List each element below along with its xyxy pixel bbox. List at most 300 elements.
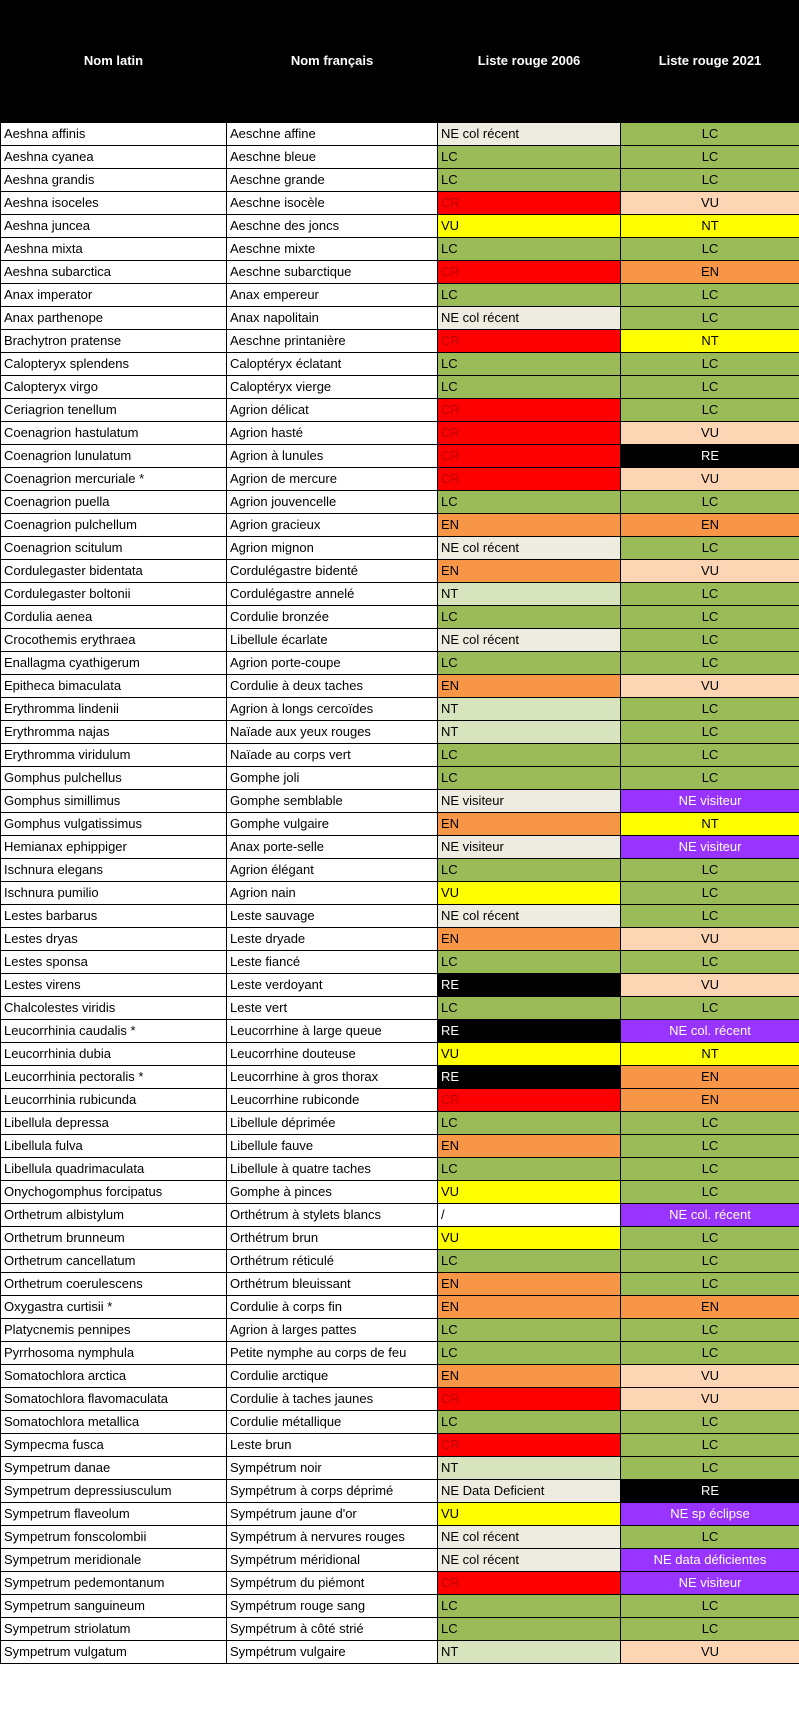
cell-liste-rouge-2006: NE visiteur xyxy=(438,790,621,813)
cell-nom-latin: Coenagrion puella xyxy=(1,491,227,514)
cell-liste-rouge-2021: RE xyxy=(621,1480,799,1503)
cell-nom-latin: Sympetrum striolatum xyxy=(1,1618,227,1641)
cell-liste-rouge-2006: VU xyxy=(438,1043,621,1066)
cell-nom-latin: Coenagrion lunulatum xyxy=(1,445,227,468)
cell-nom-latin: Gomphus pulchellus xyxy=(1,767,227,790)
cell-liste-rouge-2006: LC xyxy=(438,491,621,514)
cell-nom-latin: Leucorrhinia pectoralis * xyxy=(1,1066,227,1089)
table-row xyxy=(1,652,799,675)
table-row xyxy=(1,1250,799,1273)
cell-nom-latin: Somatochlora arctica xyxy=(1,1365,227,1388)
cell-nom-latin: Onychogomphus forcipatus xyxy=(1,1181,227,1204)
cell-nom-francais: Agrion élégant xyxy=(227,859,438,882)
cell-liste-rouge-2021: VU xyxy=(621,1641,799,1664)
cell-nom-francais: Agrion de mercure xyxy=(227,468,438,491)
table-header xyxy=(1,1,799,123)
cell-liste-rouge-2006: CR xyxy=(438,445,621,468)
cell-liste-rouge-2021: LC xyxy=(621,284,799,307)
cell-nom-francais: Sympétrum à côté strié xyxy=(227,1618,438,1641)
cell-nom-francais: Aeschne affine xyxy=(227,123,438,146)
cell-liste-rouge-2021: NE visiteur xyxy=(621,836,799,859)
table-row xyxy=(1,836,799,859)
cell-liste-rouge-2006: LC xyxy=(438,1342,621,1365)
table-row xyxy=(1,1480,799,1503)
cell-liste-rouge-2021: LC xyxy=(621,905,799,928)
cell-nom-francais: Sympétrum à nervures rouges xyxy=(227,1526,438,1549)
table-row xyxy=(1,1112,799,1135)
cell-nom-latin: Aeshna cyanea xyxy=(1,146,227,169)
cell-liste-rouge-2006: NT xyxy=(438,583,621,606)
cell-nom-francais: Leucorrhine douteuse xyxy=(227,1043,438,1066)
cell-liste-rouge-2021: LC xyxy=(621,1181,799,1204)
table-row xyxy=(1,307,799,330)
cell-nom-latin: Lestes barbarus xyxy=(1,905,227,928)
table-row xyxy=(1,813,799,836)
table-row xyxy=(1,1135,799,1158)
cell-liste-rouge-2021: LC xyxy=(621,744,799,767)
table-row xyxy=(1,514,799,537)
cell-nom-francais: Agrion nain xyxy=(227,882,438,905)
cell-liste-rouge-2006: NT xyxy=(438,1641,621,1664)
cell-nom-francais: Cordulie à deux taches xyxy=(227,675,438,698)
cell-liste-rouge-2006: NT xyxy=(438,1457,621,1480)
table-row xyxy=(1,215,799,238)
cell-nom-francais: Sympétrum rouge sang xyxy=(227,1595,438,1618)
cell-liste-rouge-2021: NE data déficientes xyxy=(621,1549,799,1572)
cell-liste-rouge-2021: LC xyxy=(621,859,799,882)
table-row xyxy=(1,261,799,284)
table-row xyxy=(1,928,799,951)
cell-liste-rouge-2021: VU xyxy=(621,928,799,951)
cell-nom-francais: Aeschne isocèle xyxy=(227,192,438,215)
table-row xyxy=(1,882,799,905)
table-row xyxy=(1,376,799,399)
cell-liste-rouge-2021: LC xyxy=(621,1273,799,1296)
table-row xyxy=(1,1641,799,1664)
cell-nom-latin: Erythromma lindenii xyxy=(1,698,227,721)
table-row xyxy=(1,606,799,629)
cell-liste-rouge-2021: VU xyxy=(621,192,799,215)
cell-liste-rouge-2021: LC xyxy=(621,767,799,790)
cell-nom-francais: Cordulie arctique xyxy=(227,1365,438,1388)
cell-liste-rouge-2006: NE col récent xyxy=(438,1549,621,1572)
cell-nom-francais: Cordulie à corps fin xyxy=(227,1296,438,1319)
cell-nom-francais: Anax empereur xyxy=(227,284,438,307)
cell-liste-rouge-2006: NE col récent xyxy=(438,629,621,652)
cell-nom-latin: Erythromma viridulum xyxy=(1,744,227,767)
cell-liste-rouge-2006: LC xyxy=(438,169,621,192)
cell-nom-latin: Gomphus vulgatissimus xyxy=(1,813,227,836)
cell-liste-rouge-2021: LC xyxy=(621,997,799,1020)
cell-liste-rouge-2021: NE visiteur xyxy=(621,1572,799,1595)
cell-liste-rouge-2006: CR xyxy=(438,399,621,422)
cell-liste-rouge-2021: EN xyxy=(621,261,799,284)
cell-liste-rouge-2006: LC xyxy=(438,376,621,399)
cell-liste-rouge-2021: LC xyxy=(621,491,799,514)
cell-nom-latin: Oxygastra curtisii * xyxy=(1,1296,227,1319)
cell-nom-francais: Sympétrum jaune d'or xyxy=(227,1503,438,1526)
cell-liste-rouge-2021: LC xyxy=(621,1526,799,1549)
cell-nom-latin: Orthetrum coerulescens xyxy=(1,1273,227,1296)
table-row xyxy=(1,1296,799,1319)
cell-nom-latin: Aeshna affinis xyxy=(1,123,227,146)
cell-liste-rouge-2021: LC xyxy=(621,537,799,560)
table-row xyxy=(1,997,799,1020)
cell-liste-rouge-2021: VU xyxy=(621,560,799,583)
cell-liste-rouge-2021: LC xyxy=(621,238,799,261)
header-liste-rouge-2021: Liste rouge 2021 xyxy=(621,1,799,123)
cell-liste-rouge-2021: LC xyxy=(621,399,799,422)
table-row xyxy=(1,1158,799,1181)
cell-liste-rouge-2021: LC xyxy=(621,1158,799,1181)
table-row xyxy=(1,1204,799,1227)
cell-nom-francais: Anax napolitain xyxy=(227,307,438,330)
cell-nom-latin: Libellula quadrimaculata xyxy=(1,1158,227,1181)
cell-liste-rouge-2021: LC xyxy=(621,1434,799,1457)
cell-liste-rouge-2021: LC xyxy=(621,698,799,721)
cell-liste-rouge-2006: EN xyxy=(438,928,621,951)
cell-nom-francais: Aeschne bleue xyxy=(227,146,438,169)
cell-liste-rouge-2021: LC xyxy=(621,146,799,169)
cell-nom-latin: Libellula fulva xyxy=(1,1135,227,1158)
cell-liste-rouge-2006: EN xyxy=(438,1296,621,1319)
table-row xyxy=(1,537,799,560)
cell-liste-rouge-2006: CR xyxy=(438,1388,621,1411)
cell-nom-francais: Agrion à lunules xyxy=(227,445,438,468)
cell-liste-rouge-2006: NE col récent xyxy=(438,905,621,928)
cell-liste-rouge-2006: CR xyxy=(438,1572,621,1595)
table-row xyxy=(1,238,799,261)
cell-liste-rouge-2021: VU xyxy=(621,1388,799,1411)
cell-nom-francais: Gomphe vulgaire xyxy=(227,813,438,836)
header-nom-latin: Nom latin xyxy=(1,1,227,123)
cell-liste-rouge-2021: VU xyxy=(621,468,799,491)
cell-nom-francais: Naïade au corps vert xyxy=(227,744,438,767)
cell-nom-latin: Sympetrum meridionale xyxy=(1,1549,227,1572)
cell-nom-francais: Agrion jouvencelle xyxy=(227,491,438,514)
cell-nom-latin: Coenagrion mercuriale * xyxy=(1,468,227,491)
cell-liste-rouge-2021: NE col. récent xyxy=(621,1020,799,1043)
cell-nom-latin: Anax parthenope xyxy=(1,307,227,330)
table-row xyxy=(1,1066,799,1089)
cell-liste-rouge-2021: LC xyxy=(621,1595,799,1618)
cell-liste-rouge-2021: VU xyxy=(621,675,799,698)
cell-nom-latin: Coenagrion pulchellum xyxy=(1,514,227,537)
cell-liste-rouge-2006: EN xyxy=(438,560,621,583)
cell-liste-rouge-2006: RE xyxy=(438,1020,621,1043)
cell-nom-francais: Agrion délicat xyxy=(227,399,438,422)
cell-liste-rouge-2021: LC xyxy=(621,1112,799,1135)
cell-liste-rouge-2006: EN xyxy=(438,1365,621,1388)
cell-liste-rouge-2021: NT xyxy=(621,1043,799,1066)
cell-nom-francais: Gomphe joli xyxy=(227,767,438,790)
cell-nom-latin: Aeshna isoceles xyxy=(1,192,227,215)
table-row xyxy=(1,951,799,974)
cell-nom-latin: Anax imperator xyxy=(1,284,227,307)
table-body xyxy=(1,123,799,1664)
cell-liste-rouge-2006: LC xyxy=(438,284,621,307)
cell-nom-latin: Cordulegaster bidentata xyxy=(1,560,227,583)
cell-liste-rouge-2021: NE visiteur xyxy=(621,790,799,813)
cell-liste-rouge-2021: LC xyxy=(621,376,799,399)
cell-nom-francais: Cordulie bronzée xyxy=(227,606,438,629)
cell-liste-rouge-2006: LC xyxy=(438,1411,621,1434)
cell-nom-latin: Sympetrum pedemontanum xyxy=(1,1572,227,1595)
cell-nom-latin: Sympetrum vulgatum xyxy=(1,1641,227,1664)
cell-liste-rouge-2021: LC xyxy=(621,353,799,376)
cell-nom-francais: Leste fiancé xyxy=(227,951,438,974)
cell-liste-rouge-2006: RE xyxy=(438,974,621,997)
cell-nom-latin: Enallagma cyathigerum xyxy=(1,652,227,675)
header-nom-francais: Nom français xyxy=(227,1,438,123)
cell-liste-rouge-2021: EN xyxy=(621,1296,799,1319)
cell-liste-rouge-2021: EN xyxy=(621,1066,799,1089)
table-row xyxy=(1,675,799,698)
cell-liste-rouge-2006: LC xyxy=(438,859,621,882)
cell-liste-rouge-2006: NE visiteur xyxy=(438,836,621,859)
cell-liste-rouge-2006: LC xyxy=(438,652,621,675)
cell-liste-rouge-2021: LC xyxy=(621,882,799,905)
cell-liste-rouge-2006: LC xyxy=(438,1112,621,1135)
cell-nom-francais: Gomphe à pinces xyxy=(227,1181,438,1204)
cell-nom-francais: Naïade aux yeux rouges xyxy=(227,721,438,744)
cell-liste-rouge-2006: CR xyxy=(438,422,621,445)
cell-liste-rouge-2006: LC xyxy=(438,1158,621,1181)
table-row xyxy=(1,767,799,790)
cell-nom-francais: Leste verdoyant xyxy=(227,974,438,997)
table-row xyxy=(1,1020,799,1043)
cell-nom-francais: Orthétrum réticulé xyxy=(227,1250,438,1273)
table-row xyxy=(1,974,799,997)
cell-liste-rouge-2021: LC xyxy=(621,721,799,744)
cell-nom-latin: Sympetrum flaveolum xyxy=(1,1503,227,1526)
header-row xyxy=(1,1,799,123)
cell-liste-rouge-2021: EN xyxy=(621,1089,799,1112)
cell-nom-francais: Sympétrum à corps déprimé xyxy=(227,1480,438,1503)
cell-nom-latin: Leucorrhinia rubicunda xyxy=(1,1089,227,1112)
cell-nom-francais: Leucorrhine rubiconde xyxy=(227,1089,438,1112)
table-row xyxy=(1,629,799,652)
table-row xyxy=(1,1434,799,1457)
cell-liste-rouge-2021: LC xyxy=(621,1411,799,1434)
cell-liste-rouge-2021: NE sp éclipse xyxy=(621,1503,799,1526)
table-row xyxy=(1,1181,799,1204)
cell-nom-latin: Aeshna grandis xyxy=(1,169,227,192)
table-row xyxy=(1,169,799,192)
cell-nom-francais: Leste vert xyxy=(227,997,438,1020)
cell-nom-francais: Leucorrhine à large queue xyxy=(227,1020,438,1043)
cell-nom-francais: Libellule fauve xyxy=(227,1135,438,1158)
table-row xyxy=(1,146,799,169)
cell-nom-latin: Hemianax ephippiger xyxy=(1,836,227,859)
cell-liste-rouge-2021: VU xyxy=(621,1365,799,1388)
cell-nom-francais: Aeschne mixte xyxy=(227,238,438,261)
cell-nom-francais: Leste sauvage xyxy=(227,905,438,928)
table-row xyxy=(1,1549,799,1572)
cell-liste-rouge-2006: LC xyxy=(438,146,621,169)
cell-liste-rouge-2006: VU xyxy=(438,1503,621,1526)
cell-nom-latin: Somatochlora flavomaculata xyxy=(1,1388,227,1411)
cell-liste-rouge-2006: NE Data Deficient xyxy=(438,1480,621,1503)
cell-liste-rouge-2006: CR xyxy=(438,1434,621,1457)
cell-liste-rouge-2006: VU xyxy=(438,215,621,238)
cell-nom-francais: Libellule à quatre taches xyxy=(227,1158,438,1181)
cell-nom-francais: Agrion gracieux xyxy=(227,514,438,537)
cell-liste-rouge-2006: / xyxy=(438,1204,621,1227)
cell-nom-francais: Anax porte-selle xyxy=(227,836,438,859)
cell-nom-latin: Lestes dryas xyxy=(1,928,227,951)
cell-nom-francais: Agrion à longs cercoïdes xyxy=(227,698,438,721)
cell-liste-rouge-2021: LC xyxy=(621,169,799,192)
cell-nom-latin: Orthetrum brunneum xyxy=(1,1227,227,1250)
cell-liste-rouge-2006: VU xyxy=(438,1181,621,1204)
cell-nom-latin: Platycnemis pennipes xyxy=(1,1319,227,1342)
table-row xyxy=(1,744,799,767)
cell-liste-rouge-2006: NE col récent xyxy=(438,537,621,560)
table-row xyxy=(1,790,799,813)
table-row xyxy=(1,859,799,882)
cell-nom-francais: Aeschne subarctique xyxy=(227,261,438,284)
cell-nom-latin: Crocothemis erythraea xyxy=(1,629,227,652)
table-row xyxy=(1,445,799,468)
cell-liste-rouge-2021: NT xyxy=(621,813,799,836)
cell-nom-francais: Sympétrum du piémont xyxy=(227,1572,438,1595)
cell-liste-rouge-2021: LC xyxy=(621,1319,799,1342)
cell-nom-latin: Epitheca bimaculata xyxy=(1,675,227,698)
cell-liste-rouge-2006: NE col récent xyxy=(438,123,621,146)
cell-liste-rouge-2006: LC xyxy=(438,1618,621,1641)
cell-liste-rouge-2021: NT xyxy=(621,330,799,353)
table-row xyxy=(1,1043,799,1066)
cell-nom-francais: Sympétrum méridional xyxy=(227,1549,438,1572)
cell-nom-francais: Leste brun xyxy=(227,1434,438,1457)
cell-liste-rouge-2021: EN xyxy=(621,514,799,537)
table-row xyxy=(1,1089,799,1112)
table-row xyxy=(1,905,799,928)
cell-liste-rouge-2006: LC xyxy=(438,1250,621,1273)
cell-nom-latin: Brachytron pratense xyxy=(1,330,227,353)
cell-nom-francais: Cordulégastre annelé xyxy=(227,583,438,606)
cell-liste-rouge-2006: NE col récent xyxy=(438,1526,621,1549)
cell-nom-francais: Cordulie métallique xyxy=(227,1411,438,1434)
cell-liste-rouge-2006: CR xyxy=(438,1089,621,1112)
cell-liste-rouge-2006: EN xyxy=(438,514,621,537)
cell-liste-rouge-2006: VU xyxy=(438,882,621,905)
table-row xyxy=(1,1526,799,1549)
cell-nom-latin: Libellula depressa xyxy=(1,1112,227,1135)
cell-nom-latin: Sympecma fusca xyxy=(1,1434,227,1457)
cell-liste-rouge-2006: EN xyxy=(438,1273,621,1296)
cell-liste-rouge-2006: CR xyxy=(438,468,621,491)
cell-nom-latin: Ischnura pumilio xyxy=(1,882,227,905)
table-row xyxy=(1,1319,799,1342)
table-row xyxy=(1,1503,799,1526)
cell-liste-rouge-2021: NT xyxy=(621,215,799,238)
cell-nom-francais: Sympétrum noir xyxy=(227,1457,438,1480)
table-row xyxy=(1,468,799,491)
cell-liste-rouge-2006: NT xyxy=(438,698,621,721)
table-row xyxy=(1,422,799,445)
table-row xyxy=(1,1227,799,1250)
table-row xyxy=(1,1342,799,1365)
cell-liste-rouge-2021: LC xyxy=(621,1618,799,1641)
table-row xyxy=(1,1595,799,1618)
cell-nom-francais: Aeschne grande xyxy=(227,169,438,192)
cell-nom-latin: Aeshna subarctica xyxy=(1,261,227,284)
cell-nom-latin: Lestes sponsa xyxy=(1,951,227,974)
cell-liste-rouge-2021: VU xyxy=(621,422,799,445)
cell-nom-francais: Cordulie à taches jaunes xyxy=(227,1388,438,1411)
cell-nom-francais: Cordulégastre bidenté xyxy=(227,560,438,583)
cell-liste-rouge-2021: LC xyxy=(621,1227,799,1250)
cell-liste-rouge-2006: LC xyxy=(438,238,621,261)
cell-nom-latin: Sympetrum danae xyxy=(1,1457,227,1480)
cell-nom-francais: Sympétrum vulgaire xyxy=(227,1641,438,1664)
cell-liste-rouge-2006: CR xyxy=(438,330,621,353)
cell-liste-rouge-2006: LC xyxy=(438,997,621,1020)
table-row xyxy=(1,123,799,146)
header-liste-rouge-2006: Liste rouge 2006 xyxy=(438,1,621,123)
table-row xyxy=(1,721,799,744)
cell-nom-francais: Agrion porte-coupe xyxy=(227,652,438,675)
table-row xyxy=(1,330,799,353)
cell-liste-rouge-2006: LC xyxy=(438,951,621,974)
cell-liste-rouge-2006: LC xyxy=(438,1319,621,1342)
cell-liste-rouge-2006: EN xyxy=(438,1135,621,1158)
cell-nom-latin: Sympetrum fonscolombii xyxy=(1,1526,227,1549)
cell-nom-francais: Aeschne printanière xyxy=(227,330,438,353)
cell-nom-latin: Sympetrum depressiusculum xyxy=(1,1480,227,1503)
cell-nom-latin: Coenagrion scitulum xyxy=(1,537,227,560)
cell-liste-rouge-2006: CR xyxy=(438,261,621,284)
cell-liste-rouge-2006: LC xyxy=(438,1595,621,1618)
cell-nom-latin: Leucorrhinia caudalis * xyxy=(1,1020,227,1043)
cell-nom-francais: Orthétrum bleuissant xyxy=(227,1273,438,1296)
cell-liste-rouge-2006: LC xyxy=(438,767,621,790)
cell-nom-latin: Ceriagrion tenellum xyxy=(1,399,227,422)
table-row xyxy=(1,1273,799,1296)
cell-nom-francais: Agrion hasté xyxy=(227,422,438,445)
cell-nom-latin: Leucorrhinia dubia xyxy=(1,1043,227,1066)
cell-liste-rouge-2006: VU xyxy=(438,1227,621,1250)
cell-nom-latin: Coenagrion hastulatum xyxy=(1,422,227,445)
cell-nom-francais: Leucorrhine à gros thorax xyxy=(227,1066,438,1089)
cell-liste-rouge-2006: LC xyxy=(438,353,621,376)
cell-nom-latin: Chalcolestes viridis xyxy=(1,997,227,1020)
cell-nom-francais: Libellule écarlate xyxy=(227,629,438,652)
cell-nom-latin: Aeshna juncea xyxy=(1,215,227,238)
table-row xyxy=(1,1457,799,1480)
cell-liste-rouge-2021: LC xyxy=(621,951,799,974)
cell-liste-rouge-2021: LC xyxy=(621,583,799,606)
cell-liste-rouge-2006: NE col récent xyxy=(438,307,621,330)
cell-nom-francais: Caloptéryx éclatant xyxy=(227,353,438,376)
table-row xyxy=(1,192,799,215)
table-row xyxy=(1,1388,799,1411)
cell-liste-rouge-2021: NE col. récent xyxy=(621,1204,799,1227)
cell-nom-francais: Libellule déprimée xyxy=(227,1112,438,1135)
cell-liste-rouge-2006: EN xyxy=(438,813,621,836)
cell-nom-francais: Orthétrum brun xyxy=(227,1227,438,1250)
cell-liste-rouge-2006: EN xyxy=(438,675,621,698)
table-row xyxy=(1,583,799,606)
cell-nom-francais: Leste dryade xyxy=(227,928,438,951)
cell-nom-latin: Gomphus simillimus xyxy=(1,790,227,813)
table-row xyxy=(1,1572,799,1595)
table-row xyxy=(1,698,799,721)
cell-liste-rouge-2006: LC xyxy=(438,744,621,767)
cell-nom-latin: Pyrrhosoma nymphula xyxy=(1,1342,227,1365)
